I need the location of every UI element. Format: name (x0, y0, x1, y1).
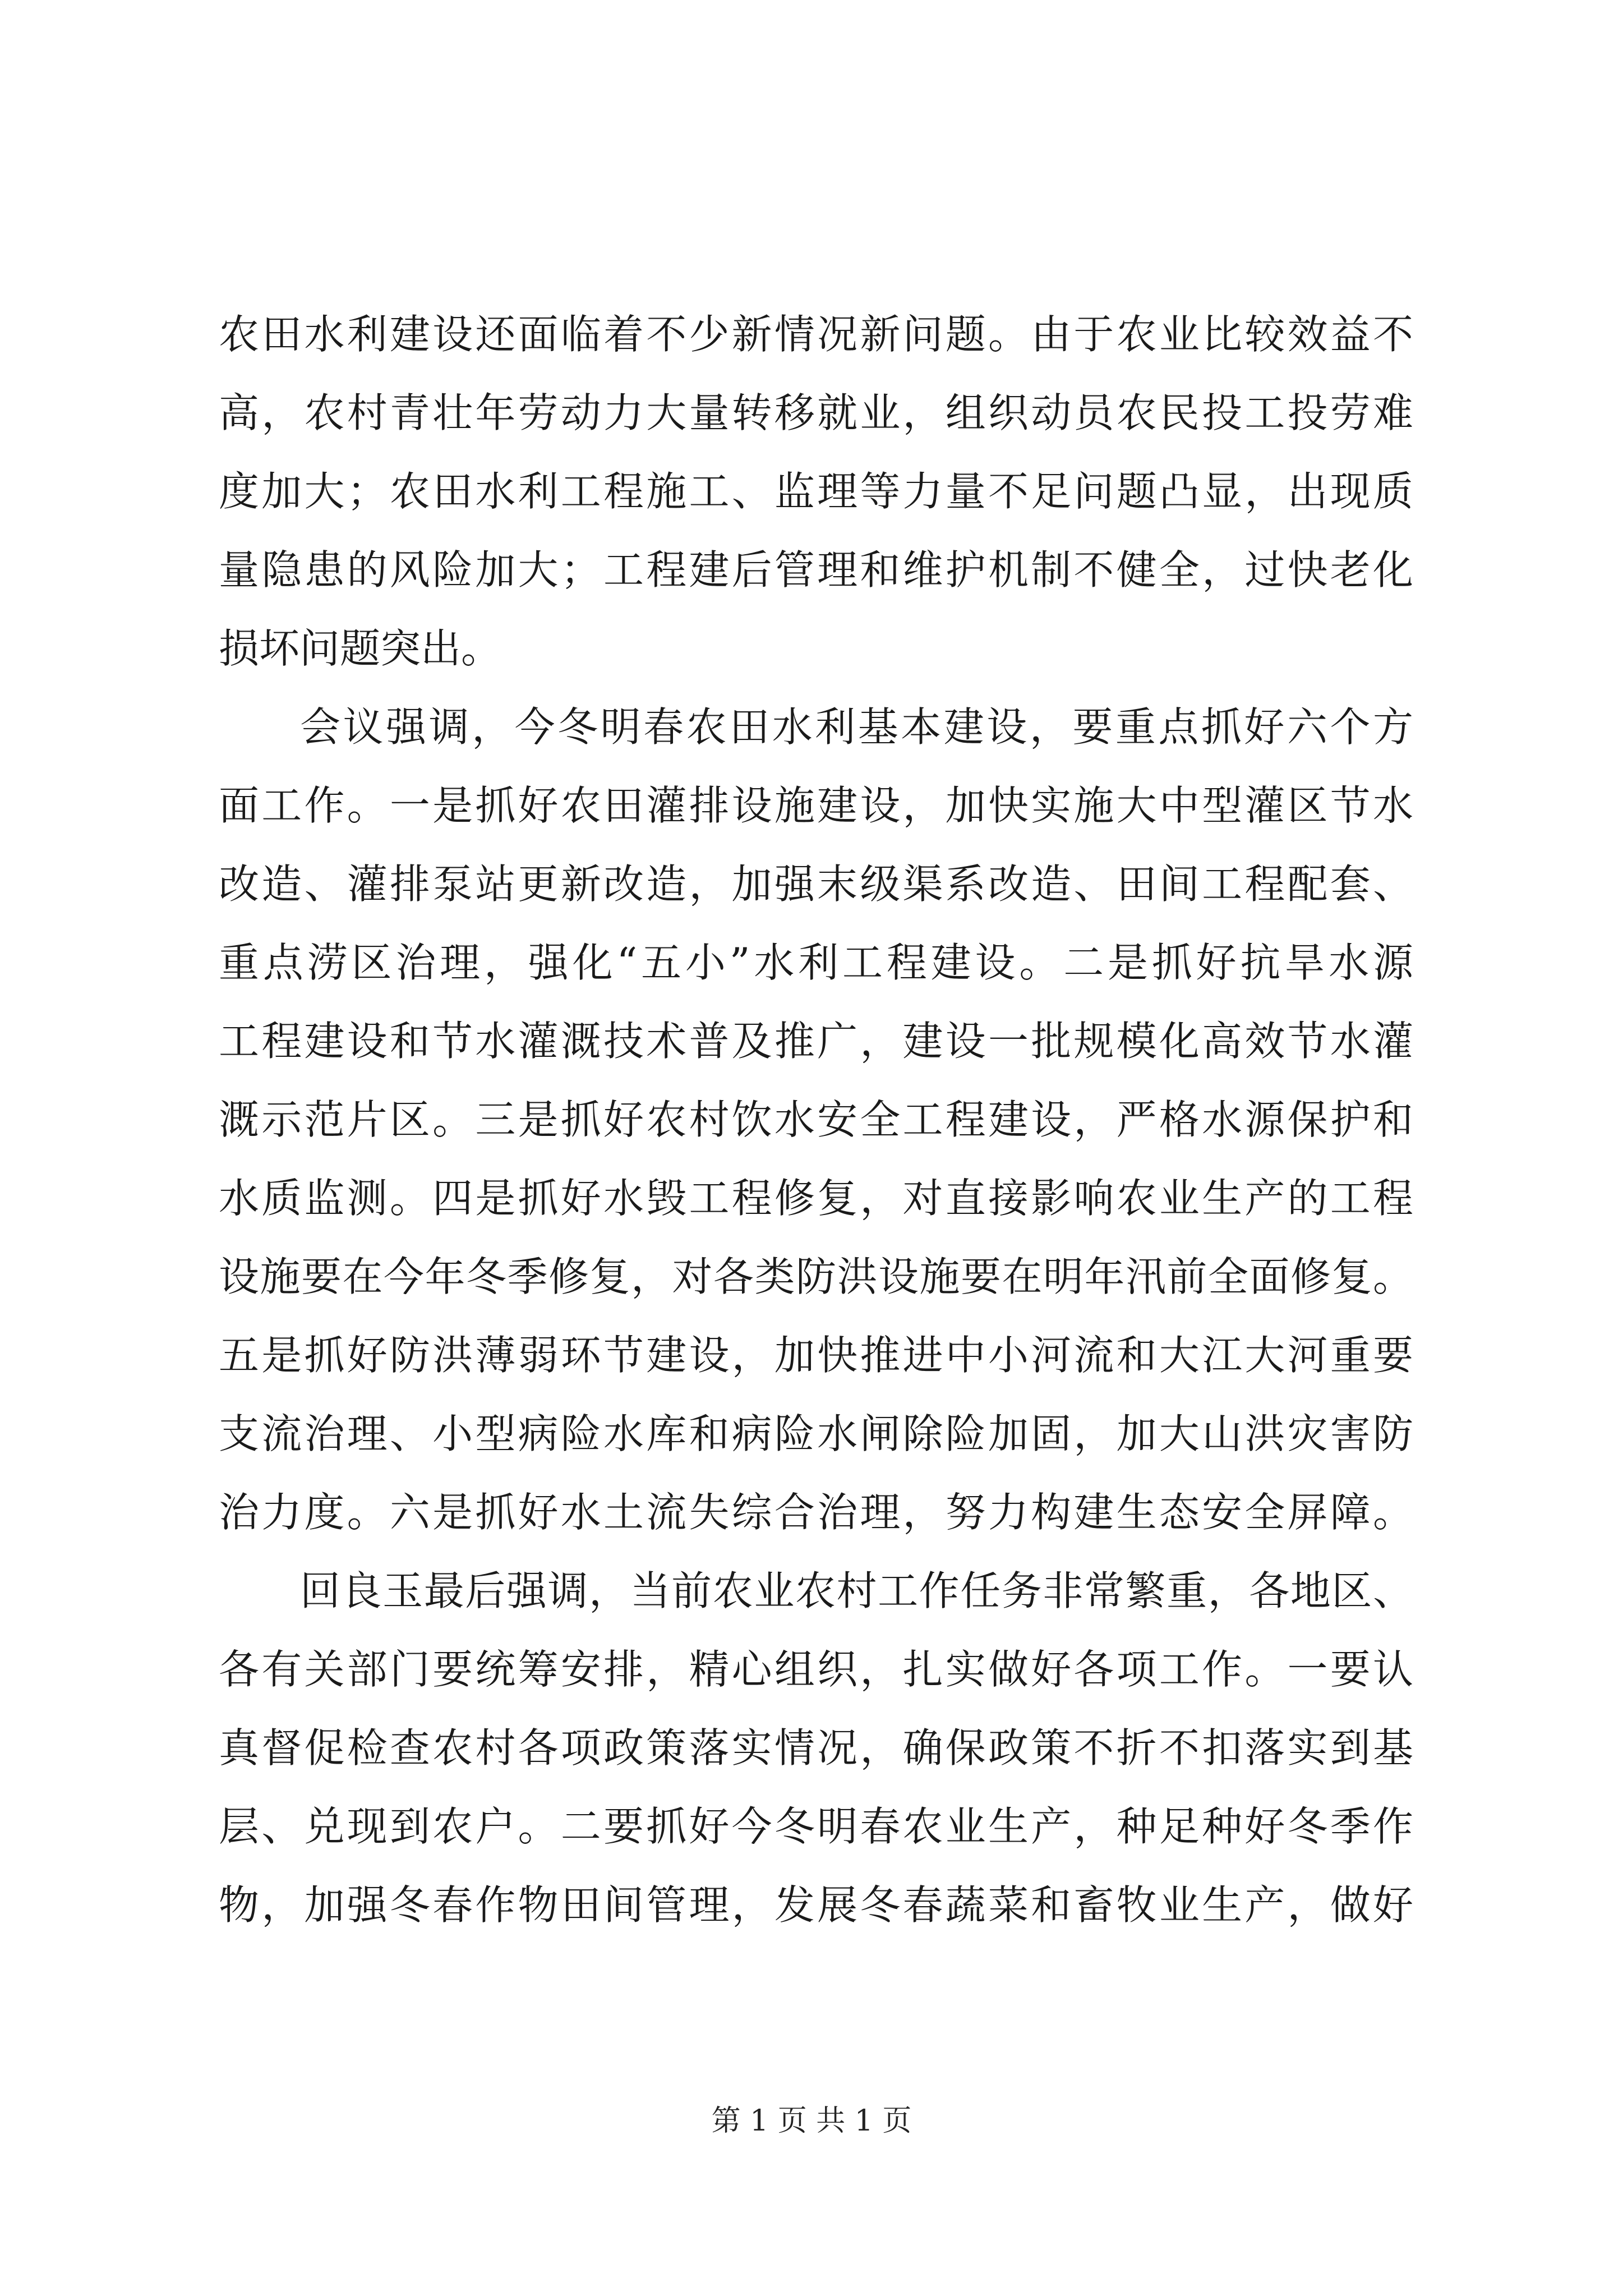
text-line-1: 农田水利建设还面临着不少新情况新问题。由于农业比较效益不 (219, 311, 1413, 358)
text-line-7: 面工作。一是抓好农田灌排设施建设，加快实施大中型灌区节水 (219, 782, 1413, 829)
text-line-3: 度加大；农田水利工程施工、监理等力量不足问题凸显，出现质 (219, 468, 1413, 515)
text-line-13: 设施要在今年冬季修复，对各类防洪设施要在明年汛前全面修复。 (219, 1253, 1413, 1300)
text-line-18: 各有关部门要统筹安排，精心组织，扎实做好各项工作。一要认 (219, 1646, 1413, 1693)
page-number-footer: 第 1 页 共 1 页 (711, 2104, 912, 2138)
text-line-21: 物，加强冬春作物田间管理，发展冬春蔬菜和畜牧业生产，做好 (219, 1881, 1413, 1929)
text-line-4: 量隐患的风险加大；工程建后管理和维护机制不健全，过快老化 (219, 546, 1413, 593)
text-line-20: 层、兑现到农户。二要抓好今冬明春农业生产，种足种好冬季作 (219, 1803, 1413, 1850)
text-line-2: 高，农村青壮年劳动力大量转移就业，组织动员农民投工投劳难 (219, 389, 1413, 436)
paragraph-2-first-line (300, 703, 1413, 751)
text-line-6: 会议强调，今冬明春农田水利基本建设，要重点抓好六个方 (300, 703, 1413, 751)
text-line-10: 工程建设和节水灌溉技术普及推广，建设一批规模化高效节水灌 (219, 1018, 1413, 1065)
text-line-9: 重点涝区治理，强化“五小”水利工程建设。二是抓好抗旱水源 (219, 939, 1413, 986)
text-line-17: 回良玉最后强调，当前农业农村工作任务非常繁重，各地区、 (300, 1567, 1413, 1614)
text-line-8: 改造、灌排泵站更新改造，加强末级渠系改造、田间工程配套、 (219, 861, 1413, 908)
paragraph-3-first-line (300, 1567, 1413, 1614)
text-line-19: 真督促检查农村各项政策落实情况，确保政策不折不扣落实到基 (219, 1724, 1413, 1772)
text-line-11: 溉示范片区。三是抓好农村饮水安全工程建设，严格水源保护和 (219, 1096, 1413, 1143)
text-line-5: 损坏问题突出。 (219, 625, 502, 672)
text-line-16: 治力度。六是抓好水土流失综合治理，努力构建生态安全屏障。 (219, 1489, 1413, 1536)
text-line-15: 支流治理、小型病险水库和病险水闸除险加固，加大山洪灾害防 (219, 1410, 1413, 1457)
text-line-14: 五是抓好防洪薄弱环节建设，加快推进中小河流和大江大河重要 (219, 1332, 1413, 1379)
text-line-12: 水质监测。四是抓好水毁工程修复，对直接影响农业生产的工程 (219, 1175, 1413, 1222)
